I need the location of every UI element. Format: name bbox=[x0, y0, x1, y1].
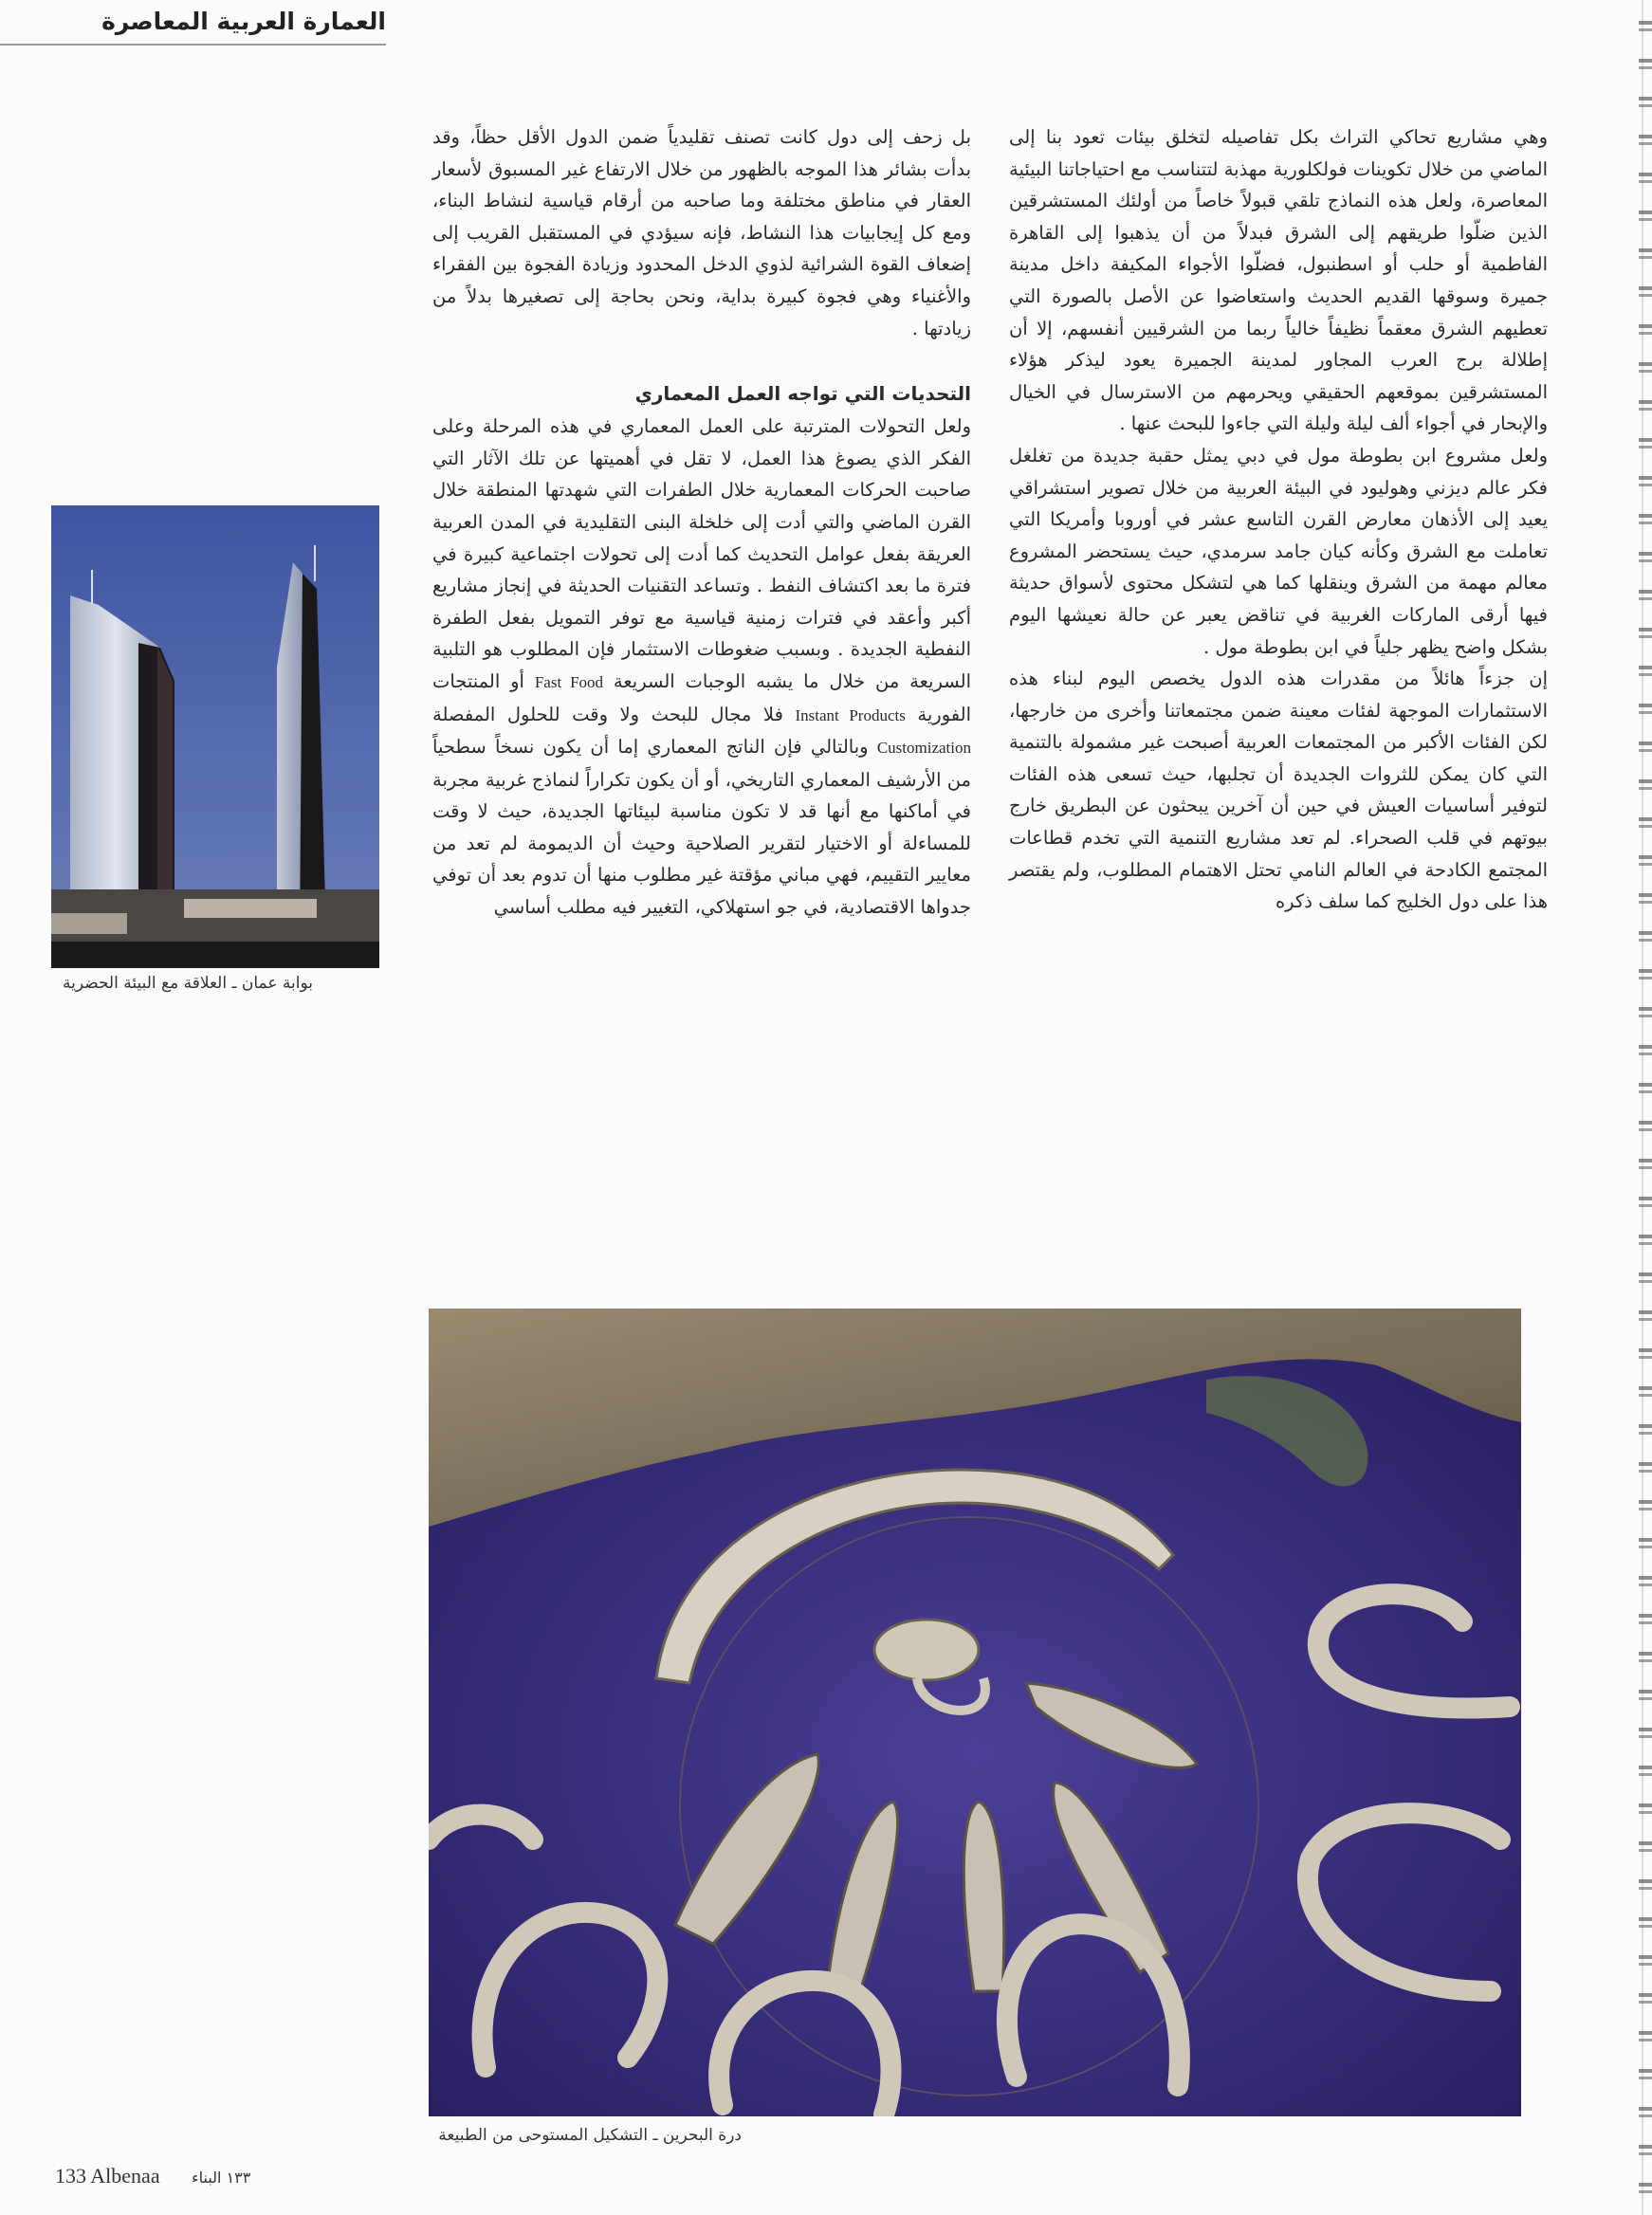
paragraph-text: فلا مجال للبحث ولا وقت للحلول المفصلة bbox=[432, 703, 796, 725]
page-number-label: 133 Albenaa bbox=[55, 2164, 160, 2188]
low-building bbox=[184, 899, 317, 918]
towers-photo bbox=[51, 505, 379, 968]
paragraph: وهي مشاريع تحاكي التراث بكل تفاصيله لتخلق بيئات تعود بنا إلى الماضي من خلال تكوينات فولكلورية مهذبة لتتناسب مع احتياجاتنا البيئية المعاصرة، ولعل هذه النماذج تلقي قبولاً خاصاً من أولئك المستشرقين الذين ضلّوا طريقهم إلى الشرق فبدلاً من أن يذهبوا إلى القاهرة الفاطمية أو حلب أو اسطنبول، فضلّوا الأجواء المكيفة داخل مدينة جميرة وسوقها القديم الحديث واستعاضوا عن الأصل بالصورة التي تعطيهم الشرق معقماً نظيفاً خالياً ربما من الشرقيين أنفسهم، إلا أن إطلالة برج العرب المجاور لمدينة الجميرة يعود ليذكر هؤلاء المستشرقين بموقعهم الحقيقي ويحرمهم من الاسترسال في الخيال والإبحار في أجواء ألف ليلة وليلة التي جاءوا للبحث عنها . bbox=[1009, 126, 1548, 435]
article-column-right bbox=[1009, 121, 1548, 918]
islands-caption: درة البحرين ـ التشكيل المستوحى من الطبيعة bbox=[438, 2126, 742, 2145]
paragraph-text: ولعل التحولات المترتبة على العمل المعماري في هذه المرحلة وعلى الفكر الذي يصوغ هذا العمل، لا تقل في أهميتها عن تلك الآثار التي صاحبت الحركات المعمارية خلال الطفرات التي شهدتها المنطقة خلال القرن الماضي والتي أدت إلى خلخلة البنى التقليدية في المدن العربية العريقة بفعل عوامل التحديث كما أدت إلى تحولات اجتماعية كبيرة في فترة ما بعد اكتشاف النفط . وتساعد التقنيات الحديثة في إنجاز مشاريع أكبر وأعقد في فترات زمنية قياسية مع توفر التمويل بفعل الطفرة النفطية الجديدة . وبسبب ضغوطات الاستثمار فإن المطلوب هو التلبية السريعة من خلال ما يشبه الوجبات السريعة bbox=[432, 415, 971, 692]
islands-aerial-photo bbox=[429, 1309, 1521, 2116]
paragraph: بل زحف إلى دول كانت تصنف تقليدياً ضمن الدول الأقل حظاً، وقد بدأت بشائر هذا الموجه بالظهور من خلال الارتفاع غير المسبوق لأسعار العقار في مناطق مختلفة وما صاحبه من أرقام قياسية لنشاط البناء، ومع كل إيجابيات هذا النشاط، فإنه سيؤدي في المستقبل القريب إلى إضعاف القوة الشرائية لذوي الدخل المحدود وزيادة الفجوة بين الفقراء والأغنياء وهي فجوة كبيرة بداية، ونحن بحاجة إلى تصغيرها بدلاً من زيادتها . bbox=[432, 126, 971, 339]
paragraph: إن جزءاً هائلاً من مقدرات هذه الدول يخصص اليوم لبناء هذه الاستثمارات الموجهة لفئات معينة ضمن مجتمعاتنا وأخرى من خارجها، لكن الفئات الأكبر من المجتمعات العربية أصبحت غير مشمولة بالتنمية التي كان يمكن للثروات الجديدة أن تجلبها، حيث تسعى هذه الفئات لتوفير أساسيات العيش في حين أن آخرين يبحثون عن البطريق خارج بيوتهم في قلب الصحراء. لم تعد مشاريع التنمية التي تخدم قطاعات المجتمع الكادحة في العالم النامي تحتل الاهتمام المطلوب، ولم يقتصر هذا على دول الخليج كما سلف ذكره bbox=[1009, 668, 1548, 913]
low-building bbox=[51, 913, 127, 934]
section-heading: التحديات التي تواجه العمل المعماري bbox=[634, 382, 971, 406]
paragraph-text: أو المنتجات الفورية bbox=[432, 669, 971, 725]
foreground bbox=[51, 942, 379, 968]
islands-illustration bbox=[429, 1309, 1521, 2116]
section-title: العمارة العربية المعاصرة bbox=[101, 8, 386, 35]
term-fast-food: Fast Food bbox=[534, 672, 604, 691]
term-instant-products: Instant Products bbox=[795, 705, 906, 724]
binding-edge-marks bbox=[1639, 0, 1652, 2215]
paragraph-text: وبالتالي فإن الناتج المعماري إما أن يكون نسخاً سطحياً من الأرشيف المعماري التاريخي، أو أن يكون تكراراً لنماذج غربية مجربة في أماكنها مع أنها قد لا تكون مناسبة لبيئاتها الجديدة، حيث لا وقت للمساءلة أو الاختيار لتقرير الصلاحية وحيث أن الديمومة لم تعد من معايير التقييم، فهي مباني مؤقتة غير مطلوب منها أن تدوم بعد أن توفي جدواها الاقتصادية، في جو استهلاكي، التغيير فيه مطلب أساسي bbox=[432, 736, 971, 919]
towers-caption: بوابة عمان ـ العلاقة مع البيئة الحضرية bbox=[62, 974, 313, 993]
paragraph bbox=[432, 411, 971, 924]
article-column-middle bbox=[432, 121, 971, 924]
towers-illustration bbox=[51, 505, 379, 968]
page-footer bbox=[55, 2164, 250, 2188]
term-customization: Customization bbox=[876, 739, 971, 758]
header-divider bbox=[0, 44, 386, 46]
paragraph: ولعل مشروع ابن بطوطة مول في دبي يمثل حقبة جديدة من تغلغل فكر عالم ديزني وهوليود في البيئة العربية من خلال تصوير استشراقي يعيد إلى الأذهان معارض القرن التاسع عشر في أوروبا وأمريكا التي تعاملت مع الشرق وكأنه كيان جامد سرمدي، حيث يستحضر المشروع معالم مهمة من الشرق وينقلها كما هي لتشكل محتوى لأسواق حديثة فيها أرقى الماركات الغربية في تناقض يعبر عن حالة نعيشها اليوم بشكل واضح يظهر جلياً في ابن بطوطة مول . bbox=[1009, 444, 1548, 658]
page-number-arabic: ١٣٣ البناء bbox=[192, 2169, 251, 2187]
